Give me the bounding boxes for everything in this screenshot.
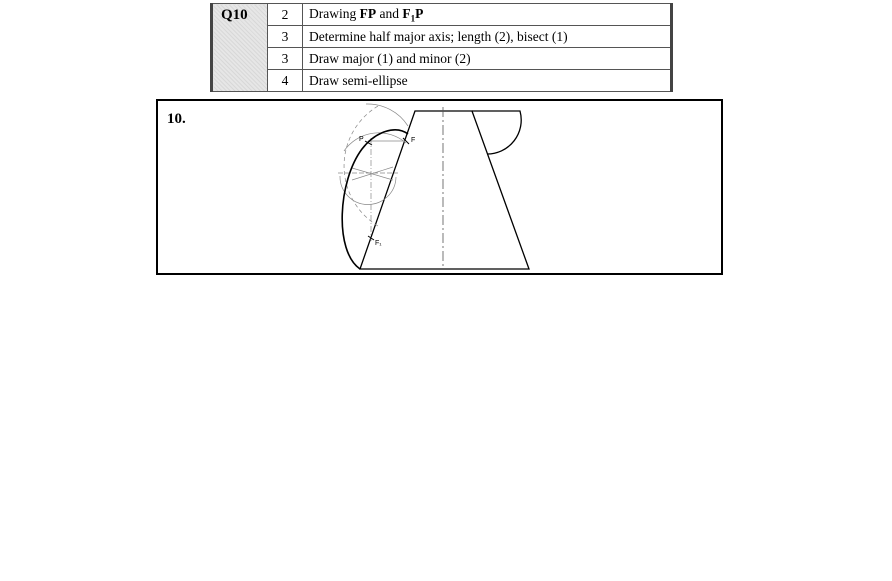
criterion-text-and: and: [376, 5, 403, 21]
table-row: [212, 26, 672, 48]
criterion-cell: Draw major (1) and minor (2): [303, 48, 672, 70]
mark-cell: 2: [268, 4, 303, 26]
point-markers: [365, 138, 409, 240]
mark-cell: 3: [268, 48, 303, 70]
vessel-outline: [360, 111, 529, 269]
criterion-cell: Draw semi-ellipse: [303, 70, 672, 92]
mark-cell: 4: [268, 70, 303, 92]
mark-cell: 3: [268, 26, 303, 48]
question-label: Q10: [212, 4, 268, 92]
answer-box: [156, 99, 723, 275]
criterion-cell: [303, 4, 672, 26]
label-f1: F₁: [375, 240, 382, 247]
marking-memo-table: [210, 3, 673, 92]
construction-arc-top: [366, 104, 408, 126]
table-row: [212, 4, 672, 26]
criterion-bold-f: F: [402, 5, 411, 21]
criterion-cell: Determine half major axis; length (2), bisect (1): [303, 26, 672, 48]
answer-number: 10.: [167, 111, 186, 127]
label-p: P: [359, 136, 364, 143]
construction-arc-mid: [344, 133, 406, 151]
label-f: F: [411, 137, 416, 144]
construction-lines: [338, 104, 408, 241]
technical-drawing: [158, 101, 721, 273]
criterion-text: Drawing: [309, 5, 360, 21]
criterion-bold-fp: FP: [359, 5, 377, 21]
construction-arc-major: [344, 106, 378, 226]
criterion-subscript: 1: [410, 13, 416, 24]
table-row: [212, 70, 672, 92]
table-row: [212, 48, 672, 70]
criterion-bold-p: P: [415, 5, 424, 21]
